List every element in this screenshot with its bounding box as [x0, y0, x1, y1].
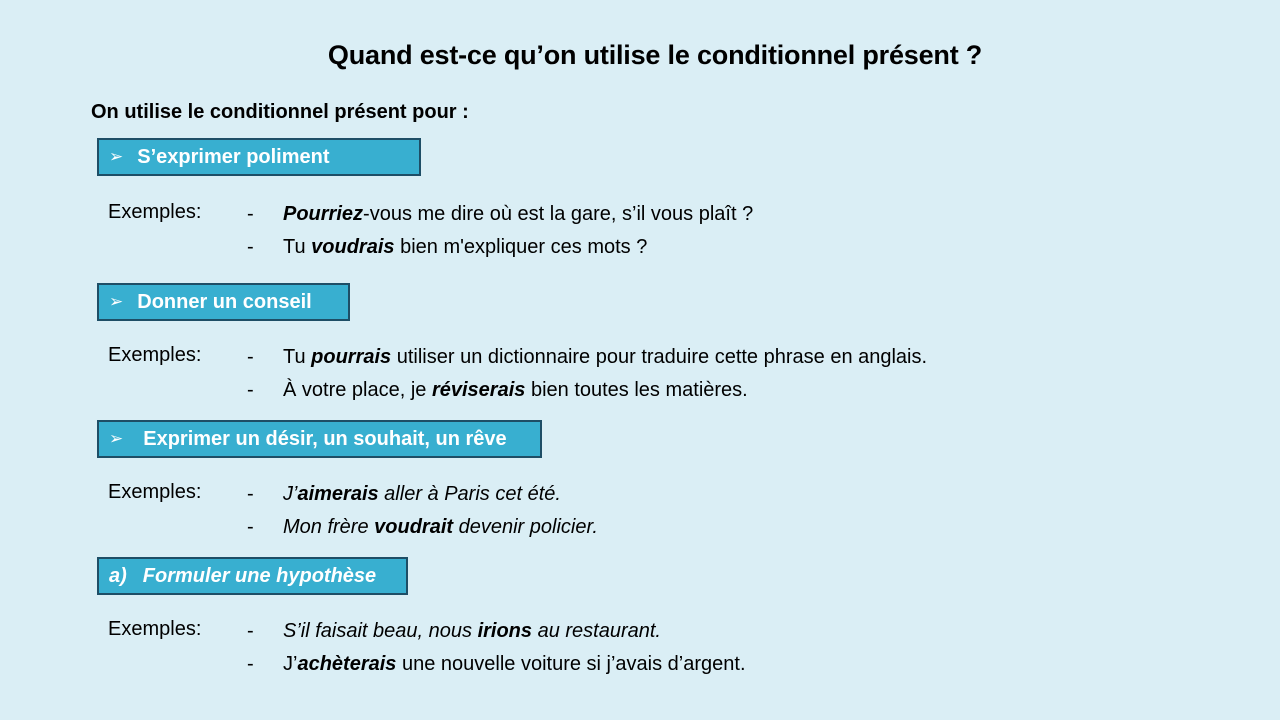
- section-header-advice: [97, 283, 350, 321]
- example-line: - Pourriez-vous me dire où est la gare, s’il vous plaît ?: [247, 203, 754, 225]
- dash: -: [247, 483, 254, 505]
- dash: -: [247, 346, 254, 368]
- section-label: Donner un conseil: [137, 290, 312, 313]
- dash: -: [247, 236, 254, 258]
- example-line: - J’achèterais une nouvelle voiture si j’avais d’argent.: [247, 653, 746, 675]
- dash: -: [247, 516, 254, 538]
- example-line: - Tu pourrais utiliser un dictionnaire pour traduire cette phrase en anglais.: [247, 346, 928, 368]
- intro-heading: On utilise le conditionnel présent pour :: [91, 101, 469, 123]
- dash: -: [247, 620, 254, 642]
- section-header-hypothesis: [97, 557, 408, 595]
- example-line: - Tu voudrais bien m'expliquer ces mots ?: [247, 236, 648, 258]
- examples-label: Exemples:: [108, 201, 202, 223]
- examples-label: Exemples:: [108, 618, 202, 640]
- section-label: S’exprimer poliment: [137, 145, 330, 168]
- section-label: Exprimer un désir, un souhait, un rêve: [143, 427, 507, 450]
- dash: -: [247, 653, 254, 675]
- dash: -: [247, 379, 254, 401]
- list-letter-marker: a): [109, 564, 127, 587]
- examples-label: Exemples:: [108, 344, 202, 366]
- arrow-bullet-icon: ➢: [109, 292, 124, 311]
- section-header-politeness: [97, 138, 421, 176]
- section-label: Formuler une hypothèse: [142, 564, 377, 587]
- example-line: - J’aimerais aller à Paris cet été.: [247, 483, 561, 505]
- arrow-bullet-icon: ➢: [109, 429, 124, 448]
- example-line: - Mon frère voudrait devenir policier.: [247, 516, 598, 538]
- example-line: - S’il faisait beau, nous irions au restaurant.: [247, 620, 661, 642]
- examples-label: Exemples:: [108, 481, 202, 503]
- example-line: - À votre place, je réviserais bien toutes les matières.: [247, 379, 748, 401]
- page-title: Quand est-ce qu’on utilise le conditionnel présent ?: [327, 40, 983, 70]
- arrow-bullet-icon: ➢: [109, 147, 124, 166]
- section-header-wish: [97, 420, 542, 458]
- dash: -: [247, 203, 254, 225]
